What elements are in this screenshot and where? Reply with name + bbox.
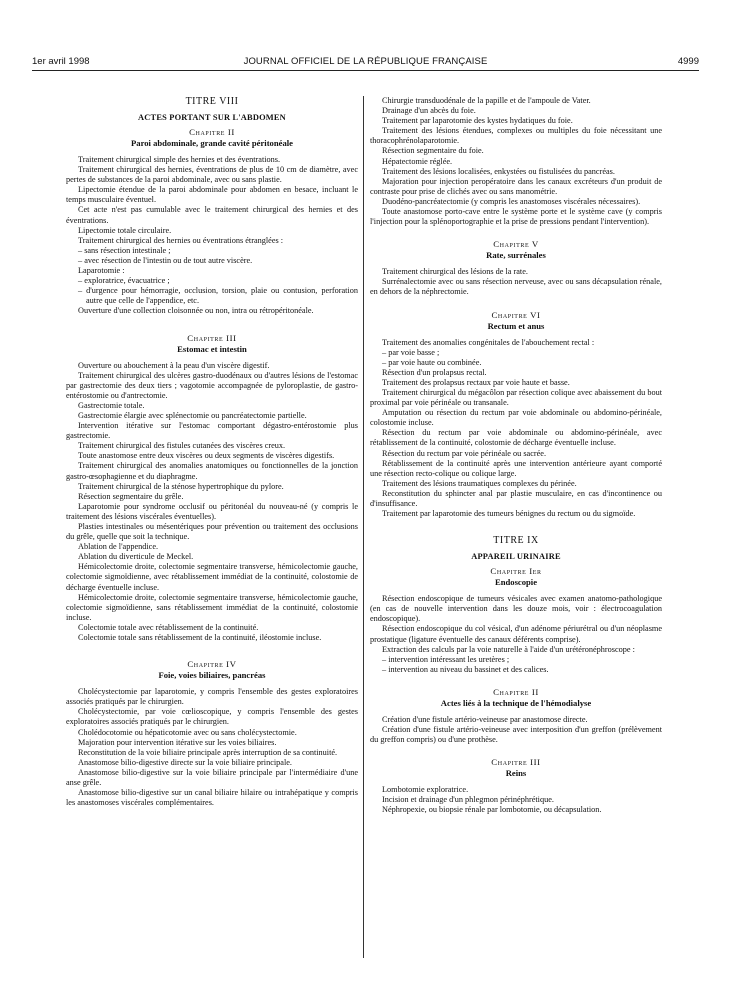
chapter-iv-title: Foie, voies biliaires, pancréas <box>158 670 266 681</box>
paragraph: Traitement des lésions étendues, complexes ou multiples du foie nécessitant une thoracophrénolaparotomie. <box>370 126 662 146</box>
paragraph: Néphropexie, ou biopsie rénale par lombotomie, ou décapsulation. <box>382 805 602 815</box>
paragraph: Gastrectomie totale. <box>78 400 145 410</box>
chapter-ii-title: Paroi abdominale, grande cavité péritonéale <box>131 138 293 148</box>
laparotomie-label: Laparotomie : <box>78 266 125 276</box>
paragraph: Intervention itérative sur l'estomac comportant dégastro-entérostomie plus gastrectomie. <box>66 421 358 441</box>
paragraph: Cholécystectomie par laparotomie, y compris l'ensemble des gestes exploratoires associés pratiqués par le chirurgien. <box>66 687 358 707</box>
chapter-ii-last-paragraph: Ouverture d'une collection cloisonnée ou non, intra ou rétropéritonéale. <box>78 306 314 316</box>
chapter-ii-hemodialyse-title: Actes liés à la technique de l'hémodialyse <box>440 697 592 708</box>
paragraph: Traitement chirurgical simple des hernies et des éventrations. <box>78 155 281 164</box>
paragraph: Plasties intestinales ou mésentériques pour prévention ou traitement des occlusions du grêle, quelle que soit la technique. <box>66 522 358 542</box>
list-item: – d'urgence pour hémorragie, occlusion, torsion, plaie ou contusion, perforation autre que celle de l'appendice, etc. <box>78 286 358 306</box>
paragraph: Surrénalectomie avec ou sans résection nerveuse, avec ou sans décapsulation rénale, en dehors de la néphrectomie. <box>370 277 662 297</box>
paragraph: Ablation du diverticule de Meckel. <box>78 552 194 562</box>
paragraph: Traitement chirurgical des fistules cutanées des viscères creux. <box>78 441 286 451</box>
chapter-iii-reins-label: Chapitre III <box>491 757 541 768</box>
list-item: – exploratrice, évacuatrice ; <box>78 276 170 286</box>
paragraph: Anastomose bilio-digestive sur un canal biliaire hilaire ou intrahépatique y compris les anastomoses viscérales complémentaires. <box>66 788 358 808</box>
paragraph: Résection segmentaire du grêle. <box>78 491 184 501</box>
list-item: – sans résection intestinale ; <box>78 245 171 255</box>
paragraph: Anastomose bilio-digestive sur la voie biliaire principale par l'intermédiaire d'une anse grêle. <box>66 767 358 787</box>
paragraph: Création d'une fistule artério-veineuse avec interposition d'un greffon (prélèvement du greffon compris) ou d'une prothèse. <box>370 725 662 745</box>
chapter-ii-paragraphs <box>66 155 358 246</box>
paragraph: Traitement chirurgical de la sténose hypertrophique du pylore. <box>78 481 284 491</box>
paragraph: Traitement chirurgical du mégacôlon par résection colique avec abaissement du bout proximal par voie périnéale ou transanale. <box>370 387 662 408</box>
paragraph: Ablation de l'appendice. <box>78 542 159 552</box>
paragraph: Traitement des lésions localisées, enkystées ou fistulisées du pancréas. <box>382 166 615 176</box>
paragraph: Résection d'un prolapsus rectal. <box>382 367 487 377</box>
chapter-iv-paragraphs <box>66 687 358 808</box>
paragraph: Traitement des lésions traumatiques complexes du périnée. <box>382 478 577 488</box>
chapter-vi-paragraphs <box>370 368 662 519</box>
paragraph: Résection du rectum par voie abdominale ou abdomino-périnéale, avec rétablissement de la continuité, colostomie de décharge éventuelle incluse. <box>370 428 662 448</box>
paragraph: Cholédocotomie ou hépaticotomie avec ou sans cholécystectomie. <box>78 727 297 737</box>
paragraph: Résection endoscopique de tumeurs vésicales avec examen anatomo-pathologique (en cas de nouvelle intervention dans les douze mois, voir : électrocoagulation endoscopique). <box>370 594 662 624</box>
right-column <box>370 96 662 816</box>
chapter-v-label: Chapitre V <box>493 239 539 250</box>
paragraph: Colectomie totale avec rétablissement de la continuité. <box>78 622 259 632</box>
paragraph: Création d'une fistule artério-veineuse par anastomose directe. <box>382 714 588 724</box>
chapter-vi-intro: Traitement des anomalies congénitales de l'abouchement rectal : <box>382 337 595 347</box>
paragraph: Toute anastomose entre deux viscères ou deux segments de viscères digestifs. <box>78 451 335 461</box>
header-page-number: 4999 <box>677 56 699 67</box>
title-viii-subtitle: ACTES PORTANT SUR L'ABDOMEN <box>138 113 286 122</box>
paragraph: Résection endoscopique du col vésical, d'un adénome périurétral ou d'un néoplasme prostatique (ligature éventuelle des canaux déférents comprise). <box>370 624 662 644</box>
paragraph: Traitement chirurgical des lésions de la rate. <box>382 267 528 277</box>
paragraph: Reconstitution de la voie biliaire principale après interruption de sa continuité. <box>78 747 338 757</box>
chapter-i-title: Endoscopie <box>494 577 538 588</box>
paragraph: Amputation ou résection du rectum par voie abdominale ou abdomino-périnéale, colostomie incluse. <box>370 408 662 428</box>
chapter-ii-list-2 <box>66 276 358 306</box>
list-item: – avec résection de l'intestin ou de tout autre viscère. <box>78 255 253 265</box>
paragraph: Reconstitution du sphincter anal par plastie musculaire, en cas d'incontinence ou d'insuffisance. <box>370 488 662 508</box>
chapter-iii-reins-title: Reins <box>505 768 527 779</box>
paragraph: Hémicolectomie droite, colectomie segmentaire transverse, hémicolectomie gauche, colectomie sigmoïdienne, sans rétablissement immédiat de la continuité, colostomie incluse. <box>66 592 358 622</box>
header-journal-title: JOURNAL OFFICIEL DE LA RÉPUBLIQUE FRANÇAISE <box>243 56 488 67</box>
chapter-i-list <box>370 655 662 675</box>
chapter-ii-list-1 <box>66 246 358 266</box>
paragraph: Chirurgie transduodénale de la papille et de l'ampoule de Vater. <box>382 96 591 105</box>
chapter-iii-label: Chapitre III <box>187 332 237 343</box>
paragraph: Lipectomie totale circulaire. <box>78 225 172 235</box>
paragraph: Lipectomie étendue de la paroi abdominale pour abdomen en besace, incluant le temps musculaire éventuel. <box>66 185 358 205</box>
paragraph: Gastrectomie élargie avec splénectomie ou pancréatectomie partielle. <box>78 410 307 420</box>
list-item: – intervention au niveau du bassinet et des calices. <box>382 664 549 674</box>
chapter-vi-list <box>370 348 662 368</box>
chapter-i-label: Chapitre Ier <box>490 566 542 577</box>
paragraph: Cholécystectomie, par voie cœlioscopique, y compris l'ensemble des gestes exploratoires associés pratiqués par le chirurgien. <box>66 707 358 727</box>
page-header <box>32 56 699 71</box>
chapter-iii-reins-paragraphs <box>370 785 662 815</box>
list-item: – par voie haute ou combinée. <box>382 357 482 367</box>
chapter-ii-hemodialyse-label: Chapitre II <box>493 686 539 697</box>
paragraph: Ouverture ou abouchement à la peau d'un viscère digestif. <box>78 360 270 370</box>
paragraph: Traitement par laparotomie des kystes hydatiques du foie. <box>382 116 573 126</box>
chapter-iii-paragraphs <box>66 361 358 644</box>
paragraph: Traitement chirurgical des hernies ou éventrations étranglées : <box>78 235 284 245</box>
paragraph: Incision et drainage d'un phlegmon périnéphrétique. <box>382 795 554 805</box>
chapter-v-paragraphs <box>370 267 662 297</box>
list-item: – par voie basse ; <box>382 347 440 357</box>
list-item: – intervention intéressant les uretères ; <box>382 654 510 664</box>
paragraph: Résection segmentaire du foie. <box>382 146 484 156</box>
paragraph: Rétablissement de la continuité après une intervention antérieure ayant comporté une résection recto-colique ou colique large. <box>370 458 662 478</box>
paragraph: Résection du rectum par voie périnéale ou sacrée. <box>382 448 547 458</box>
paragraph: Traitement des prolapsus rectaux par voie haute et basse. <box>382 377 570 387</box>
chapter-iii-title: Estomac et intestin <box>177 343 247 354</box>
paragraph: Majoration pour injection peropératoire dans les canaux excréteurs d'un produit de contraste pour prise de clichés avec ou sans manométrie. <box>370 176 662 196</box>
chapter-v-title: Rate, surrénales <box>486 250 546 261</box>
paragraph: Cet acte n'est pas cumulable avec le traitement chirurgical des hernies et des éventrations. <box>66 205 358 225</box>
chapter-ii-hemodialyse-paragraphs <box>370 715 662 745</box>
paragraph: Extraction des calculs par la voie naturelle à l'aide d'un urétéronéphroscope : <box>382 644 635 654</box>
paragraph: Hémicolectomie droite, colectomie segmentaire transverse, hémicolectomie gauche, colectomie sigmoïdienne, avec rétablissement immédiat de la continuité, colostomie de décharge éventuelle incluse. <box>66 562 358 592</box>
paragraph: Traitement chirurgical des anomalies anatomiques ou fonctionnelles de la jonction gastro-œsophagienne et du diaphragme. <box>66 461 358 481</box>
paragraph: Drainage d'un abcès du foie. <box>382 106 476 116</box>
chapter-ii-label: Chapitre II <box>189 127 235 137</box>
left-column <box>66 96 358 808</box>
paragraph: Majoration pour intervention itérative sur les voies biliaires. <box>78 737 277 747</box>
paragraph: Lombotomie exploratrice. <box>382 785 469 795</box>
paragraph: Anastomose bilio-digestive directe sur la voie biliaire principale. <box>78 757 292 767</box>
paragraph: Traitement chirurgical des ulcères gastro-duodénaux ou d'autres lésions de l'estomac par gastrectomie des deux tiers ; vagotomie accompagnée de pyloroplastie, de gastro-entérostomie ou d'antrectomie. <box>66 370 358 400</box>
header-date: 1er avril 1998 <box>32 56 90 67</box>
paragraph: Colectomie totale sans rétablissement de la continuité, iléostomie incluse. <box>78 633 322 643</box>
title-ix: TITRE IX <box>493 535 539 547</box>
paragraph: Hépatectomie réglée. <box>382 156 453 166</box>
column-divider <box>363 96 364 958</box>
chapter-iv-label: Chapitre IV <box>187 659 237 670</box>
chapter-vi-label: Chapitre VI <box>491 309 541 320</box>
paragraph: Traitement par laparotomie des tumeurs bénignes du rectum ou du sigmoïde. <box>382 509 636 519</box>
title-ix-subtitle: APPAREIL URINAIRE <box>471 552 561 562</box>
paragraph: Toute anastomose porto-cave entre le système porte et le système cave (y compris l'injection pour la splénoportographie et la prise de pressions pendant l'intervention). <box>370 207 662 227</box>
paragraph: Laparotomie pour syndrome occlusif ou péritonéal du nouveau-né (y compris le traitement des lésions viscérales éventuelles). <box>66 501 358 521</box>
paragraph: Duodéno-pancréatectomie (y compris les anastomoses viscérales nécessaires). <box>382 196 641 206</box>
chapter-vi-title: Rectum et anus <box>487 320 545 331</box>
title-viii: TITRE VIII <box>185 96 239 107</box>
chapter-i-paragraphs <box>370 594 662 655</box>
paragraph: Traitement chirurgical des hernies, éventrations de plus de 10 cm de diamètre, avec pertes de substances de la paroi abdominale, avec ou sans plastie. <box>66 165 358 185</box>
chapter-iv-continued <box>370 96 662 227</box>
